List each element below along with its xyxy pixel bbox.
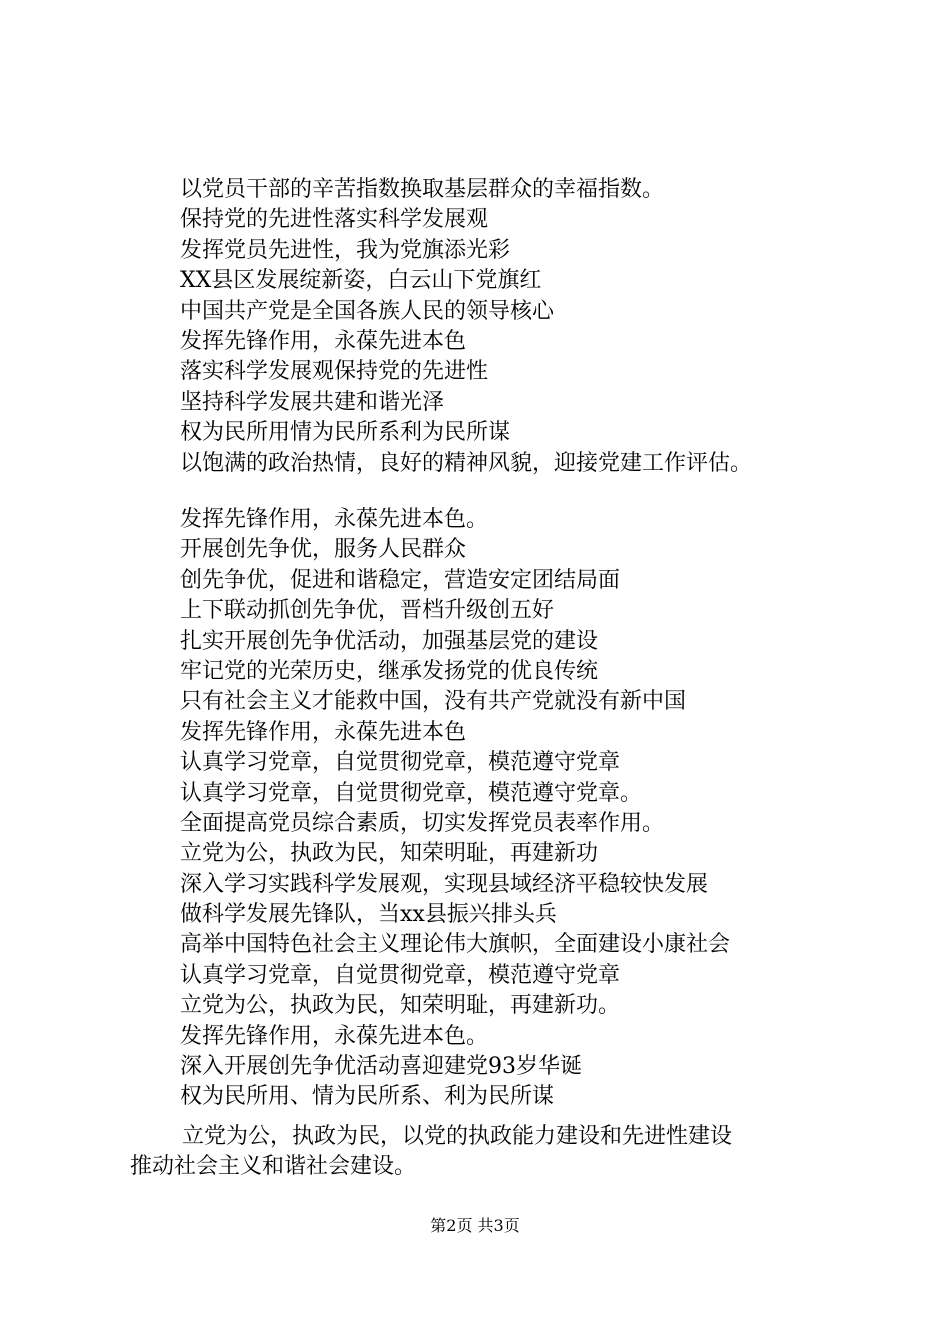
slogan-list-2 [180,505,880,1113]
slogan-line: 认真学习党章，自觉贯彻党章，模范遵守党章。 [180,780,643,806]
slogan-line: XX县区发展绽新姿，白云山下党旗红 [180,268,542,294]
page-number-footer: 第2页 共3页 [430,1216,520,1235]
slogan-line: 全面提高党员综合素质，切实发挥党员表率作用。 [180,810,665,836]
slogan-list-1 [180,175,880,479]
slogan-line: 认真学习党章，自觉贯彻党章，模范遵守党章 [180,750,621,776]
slogan-line: 牢记党的光荣历史，继承发扬党的优良传统 [180,658,599,684]
slogan-line: 坚持科学发展共建和谐光泽 [180,389,445,415]
slogan-line: 深入开展创先争优活动喜迎建党93岁华诞 [180,1054,582,1080]
slogan-line: 发挥先锋作用，永葆先进本色。 [180,507,489,532]
slogan-line: 权为民所用情为民所系利为民所谋 [180,420,511,446]
slogan-line: 深入学习实践科学发展观，实现县域经济平稳较快发展 [180,871,709,897]
closing-line-2: 推动社会主义和谐社会建设。 [130,1154,417,1180]
slogan-line: 以饱满的政治热情，良好的精神风貌，迎接党建工作评估。 [180,450,753,476]
slogan-line: 上下联动抓创先争优，晋档升级创五好 [180,598,555,624]
slogan-line: 立党为公，执政为民，知荣明耻，再建新功 [180,841,599,867]
slogan-line: 创先争优，促进和谐稳定，营造安定团结局面 [180,567,621,593]
slogan-line: 只有社会主义才能救中国，没有共产党就没有新中国 [180,689,687,715]
slogan-line: 发挥先锋作用，永葆先进本色 [180,328,467,354]
slogan-line: 扎实开展创先争优活动，加强基层党的建设 [180,628,599,654]
slogan-line: 权为民所用、情为民所系、利为民所谋 [180,1084,555,1110]
slogan-line: 以党员干部的辛苦指数换取基层群众的幸福指数。 [180,177,665,202]
slogan-line: 立党为公，执政为民，知荣明耻，再建新功。 [180,993,621,1019]
slogan-line: 发挥先锋作用，永葆先进本色。 [180,1023,489,1049]
slogan-line: 中国共产党是全国各族人民的领导核心 [180,298,555,324]
slogan-line: 开展创先争优，服务人民群众 [180,537,467,563]
slogan-line: 高举中国特色社会主义理论伟大旗帜，全面建设小康社会 [180,932,731,958]
slogan-line: 做科学发展先锋队，当xx县振兴排头兵 [180,902,557,928]
closing-line-1: 立党为公，执政为民，以党的执政能力建设和先进性建设 [182,1124,733,1149]
slogan-line: 发挥先锋作用，永葆先进本色 [180,719,467,745]
slogan-line: 认真学习党章，自觉贯彻党章，模范遵守党章 [180,962,621,988]
slogan-line: 发挥党员先进性，我为党旗添光彩 [180,237,511,263]
slogan-line: 落实科学发展观保持党的先进性 [180,359,489,385]
closing-paragraph [130,1122,850,1183]
slogan-line: 保持党的先进性落实科学发展观 [180,207,489,233]
